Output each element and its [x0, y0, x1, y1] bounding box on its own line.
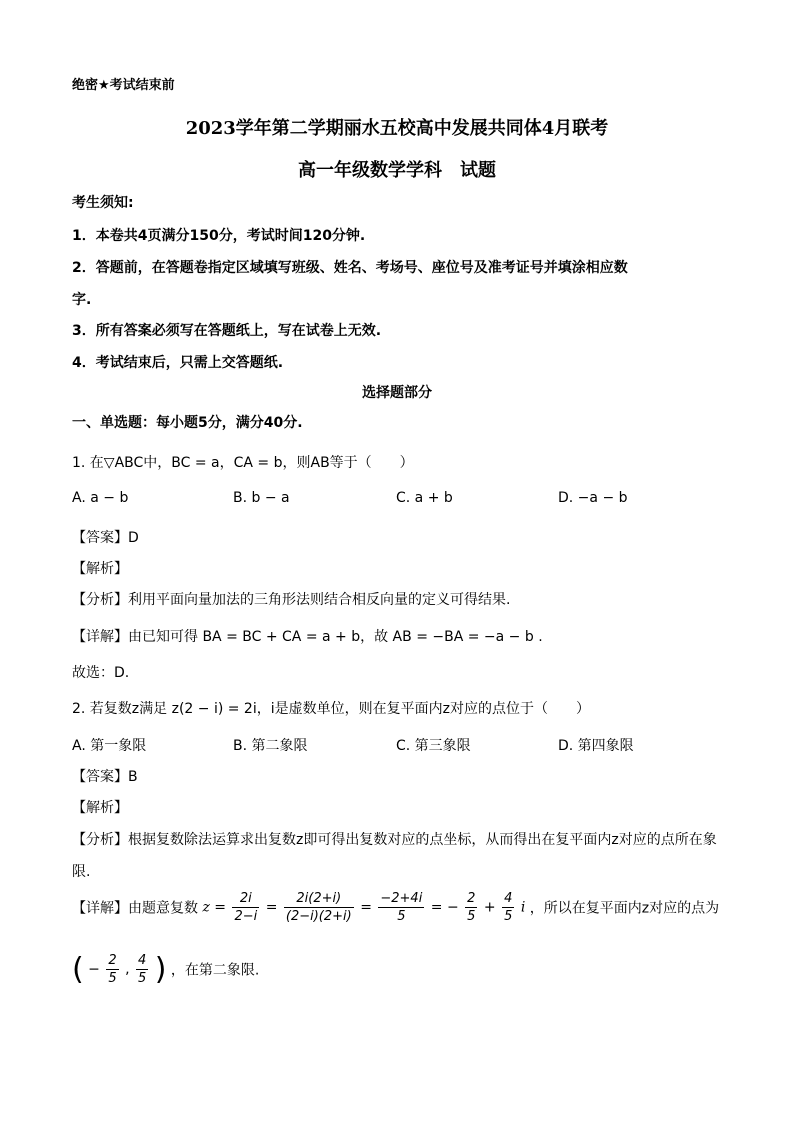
- q1-option-d: D. −a − b: [558, 490, 628, 506]
- q1-conclusion: 故选：D.: [72, 665, 130, 681]
- q2-point-suffix: ，在第二象限.: [170, 962, 260, 979]
- q2-point-y: $\frac{4}{5}$: [138, 953, 147, 986]
- q2-detail-suffix: ，所以在复平面内z对应的点为: [529, 900, 720, 917]
- q1-stem: 1. 在▽ABC中，BC = a，CA = b，则AB等于（ ）: [72, 455, 414, 471]
- q2-fraction-5: $\frac{4}{5}$: [504, 891, 513, 924]
- q1-answer: 【答案】D: [72, 530, 139, 546]
- q2-point-x: $\frac{2}{5}$: [108, 953, 117, 986]
- q1-option-a: A. a − b: [72, 490, 129, 506]
- q1-option-c: C. a + b: [396, 490, 453, 506]
- q2-fenxi-line2: 限.: [72, 864, 91, 880]
- q2-option-a: A. 第一象限: [72, 738, 147, 754]
- q2-point: ( − $\frac{2}{5}$ , $\frac{4}{5}$ ) ，在第二象限.: [72, 952, 260, 987]
- notice-item-1: 1．本卷共4页满分150分，考试时间120分钟.: [72, 228, 366, 244]
- q2-option-d: D. 第四象限: [558, 738, 634, 754]
- exam-title: 2023学年第二学期丽水五校高中发展共同体4月联考: [185, 118, 609, 139]
- q2-detail: 【详解】由题意复数 z = $\frac{2i}{2-i}$ = $\frac{2i(2+i)}{(2-i)(2+i)}$ = $\frac{-2+4i}{5}$ = − $\frac{2}{5}$ + $\frac{4}{5}$ i ，所以在复平面内z对应的点为: [72, 891, 720, 924]
- q2-fraction-3: $\frac{-2+4i}{5}$: [380, 891, 423, 924]
- section-title: 选择题部分: [362, 385, 432, 401]
- notice-item-3: 3．所有答案必须写在答题纸上，写在试卷上无效.: [72, 323, 382, 339]
- q2-answer: 【答案】B: [72, 769, 138, 785]
- q2-option-b: B. 第二象限: [233, 738, 308, 754]
- q2-fraction-2: $\frac{2i(2+i)}{(2-i)(2+i)}$: [285, 891, 352, 924]
- part-heading: 一、单选题：每小题5分，满分40分.: [72, 415, 303, 431]
- q2-fraction-4: $\frac{2}{5}$: [467, 891, 476, 924]
- exam-subtitle: 高一年级数学学科 试题: [298, 160, 496, 181]
- q2-fraction-1: $\frac{2i}{2-i}$: [234, 891, 258, 924]
- notice-heading: 考生须知:: [72, 195, 134, 211]
- q2-fenxi-line1: 【分析】根据复数除法运算求出复数z即可得出复数对应的点坐标，从而得出在复平面内z对应的点所在象: [72, 832, 717, 848]
- q2-option-c: C. 第三象限: [396, 738, 471, 754]
- q1-fenxi: 【分析】利用平面向量加法的三角形法则结合相反向量的定义可得结果.: [72, 592, 511, 608]
- confidential-label: 绝密★考试结束前: [72, 78, 175, 93]
- notice-item-2-cont: 字.: [72, 292, 92, 308]
- notice-item-2: 2．答题前，在答题卷指定区域填写班级、姓名、考场号、座位号及准考证号并填涂相应数: [72, 260, 628, 276]
- q1-option-b: B. b − a: [233, 490, 290, 506]
- notice-item-4: 4．考试结束后，只需上交答题纸.: [72, 355, 284, 371]
- q1-analysis-label: 【解析】: [72, 561, 128, 577]
- q2-stem: 2. 若复数z满足 z(2 − i) = 2i，i是虚数单位，则在复平面内z对应的点位于（ ）: [72, 701, 590, 717]
- q1-detail: 【详解】由已知可得 BA = BC + CA = a + b，故 AB = −BA = −a − b .: [72, 629, 543, 645]
- q2-detail-prefix: 【详解】由题意复数: [72, 900, 198, 917]
- q2-detail-z: z =: [202, 899, 227, 916]
- q2-analysis-label: 【解析】: [72, 800, 128, 816]
